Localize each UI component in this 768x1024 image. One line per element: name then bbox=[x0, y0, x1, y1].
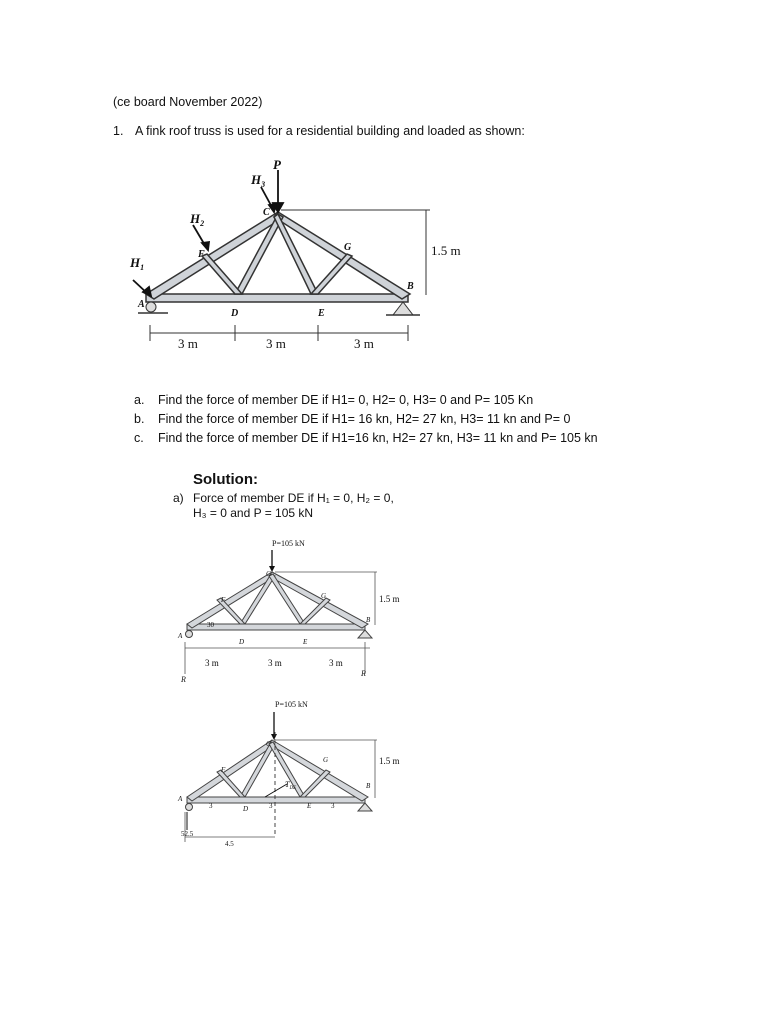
label-p: P bbox=[273, 157, 281, 172]
solution-distance: 4.5 bbox=[225, 840, 234, 848]
sol1-label-c: C bbox=[266, 570, 271, 578]
solution-reaction-value: 52.5 bbox=[181, 830, 194, 838]
solution-span-1: 3 m bbox=[205, 658, 219, 668]
solution-reaction-left: R bbox=[181, 675, 186, 684]
sol2-label-f: F bbox=[221, 766, 226, 774]
solution-three-right: 3 bbox=[331, 802, 335, 810]
solution-load-2: P=105 kN bbox=[275, 700, 308, 709]
problem-statement bbox=[113, 124, 525, 138]
label-h3: $H_3$ bbox=[251, 172, 266, 189]
question-b bbox=[134, 412, 571, 426]
sol2-label-a: A bbox=[178, 795, 183, 803]
solution-three-left: 3 bbox=[209, 802, 213, 810]
solution-height-1: 1.5 m bbox=[379, 594, 400, 604]
question-c-letter: c. bbox=[134, 431, 144, 445]
question-b-text: Find the force of member DE if H1= 16 kn, H2= 27 kn, H3= 11 kn and P= 0 bbox=[158, 412, 571, 426]
solution-part-line2: H₃ = 0 and P = 105 kN bbox=[193, 506, 314, 520]
solution-part-line1: Force of member DE if H₁ = 0, H₂ = 0, bbox=[193, 491, 394, 505]
problem-number: 1. bbox=[113, 124, 124, 138]
solution-tension-label: $T_{DE}$ bbox=[285, 780, 297, 791]
label-b: B bbox=[407, 281, 414, 292]
sol2-label-b: B bbox=[366, 782, 371, 790]
height-label: 1.5 m bbox=[431, 243, 461, 258]
sol2-label-e: E bbox=[307, 802, 312, 810]
sol1-label-a: A bbox=[178, 632, 183, 640]
label-g: G bbox=[344, 242, 352, 253]
solution-truss-1 bbox=[177, 539, 400, 684]
question-a-letter: a. bbox=[134, 393, 145, 407]
question-a bbox=[134, 393, 533, 407]
sol1-label-e: E bbox=[303, 638, 308, 646]
span-label-1: 3 m bbox=[178, 336, 198, 351]
sol1-label-f: F bbox=[221, 596, 226, 604]
solution-angle: 30 bbox=[207, 621, 214, 629]
label-a: A bbox=[138, 299, 145, 310]
sol2-label-c: C bbox=[266, 740, 271, 748]
label-f: F bbox=[198, 249, 205, 260]
solution-span-3: 3 m bbox=[329, 658, 343, 668]
sol2-label-g: G bbox=[323, 756, 329, 764]
span-label-2: 3 m bbox=[266, 336, 286, 351]
solution-title: Solution: bbox=[193, 471, 258, 488]
solution-span-2: 3 m bbox=[268, 658, 282, 668]
web-df bbox=[202, 254, 242, 294]
label-d: D bbox=[231, 308, 239, 319]
label-h1: $H_1$ bbox=[130, 255, 145, 272]
sol1-label-g: G bbox=[321, 592, 327, 600]
label-c: C bbox=[263, 207, 270, 218]
sol2-label-d: D bbox=[243, 805, 249, 813]
question-a-text: Find the force of member DE if H1= 0, H2= 0, H3= 0 and P= 105 Kn bbox=[158, 393, 534, 407]
solution-image bbox=[165, 462, 445, 862]
source-line: (ce board November 2022) bbox=[113, 95, 263, 109]
solution-truss-2 bbox=[177, 700, 400, 848]
label-h2: $H_2$ bbox=[190, 211, 205, 228]
solution-reaction-right: R bbox=[361, 669, 366, 678]
solution-height-2: 1.5 m bbox=[379, 756, 400, 766]
question-c bbox=[134, 431, 598, 445]
question-b-letter: b. bbox=[134, 412, 145, 426]
question-c-text: Find the force of member DE if H1=16 kn, H2= 27 kn, H3= 11 kn and P= 105 kn bbox=[158, 431, 598, 445]
sol1-label-d: D bbox=[239, 638, 245, 646]
problem-text: A fink roof truss is used for a residential building and loaded as shown: bbox=[135, 124, 525, 138]
solution-part-label: a) bbox=[173, 491, 184, 505]
sol1-label-b: B bbox=[366, 616, 371, 624]
support-b bbox=[386, 302, 420, 315]
label-e: E bbox=[318, 308, 325, 319]
solution-three-mid: 3 bbox=[269, 802, 273, 810]
solution-load-1: P=105 kN bbox=[272, 539, 305, 548]
web-eg bbox=[311, 254, 352, 294]
bottom-chord bbox=[146, 294, 408, 302]
truss-figure bbox=[118, 155, 488, 355]
span-label-3: 3 m bbox=[354, 336, 374, 351]
